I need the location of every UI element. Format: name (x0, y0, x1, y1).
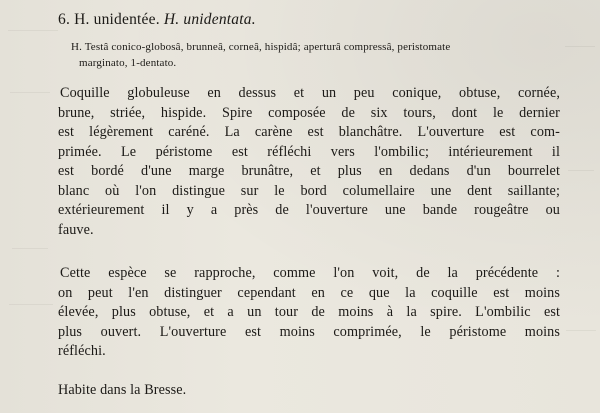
text-line: réfléchi. (58, 343, 106, 359)
text-line: on peut l'en distinguer cependant en ce que la coquille est moins (58, 284, 560, 301)
text-line: extérieurement il y a près de l'ouverture une bande rougeâtre ou (58, 202, 560, 218)
species-heading (58, 11, 256, 29)
text-line: Coquille globuleuse en dessus et un peu conique, obtuse, cornée, (60, 85, 560, 101)
text-line: Cette espèce se rapproche, comme l'on voit, de la précédente : (60, 265, 560, 281)
text-line: blanc où l'on distingue sur le bord columellaire une dent saillante; (58, 182, 560, 199)
species-latin-name: H. unidentata. (163, 11, 256, 28)
diagnosis-line: H. Testâ conico-globosâ, brunneâ, corneâ, hispidâ; aperturâ compressâ, peristomate (71, 41, 451, 53)
description-paragraph (58, 84, 560, 240)
species-number: 6. H. unidentée. (58, 11, 160, 28)
text-line: plus ouvert. L'ouverture est moins comprimée, le péristome moins (58, 323, 560, 340)
text-line: est bordé d'une marge brunâtre, et plus en dedans d'un bourrelet (58, 163, 560, 179)
text-line: primée. Le péristome est réfléchi vers l'ombilic; intérieurement il (58, 143, 560, 160)
text-line: fauve. (58, 221, 94, 238)
text-line: élevée, plus obtuse, et a un tour de moins à la spire. L'ombilic est (58, 304, 560, 320)
latin-diagnosis (71, 40, 571, 71)
text-line: brune, striée, hispide. Spire composée de six tours, dont le dernier (58, 104, 560, 121)
comparison-paragraph (58, 264, 560, 362)
habitat-line: Habite dans la Bresse. (58, 382, 187, 398)
diagnosis-line: marginato, 1-dentato. (79, 56, 177, 69)
text-line: est légèrement caréné. La carène est blanchâtre. L'ouverture est com- (58, 124, 560, 140)
